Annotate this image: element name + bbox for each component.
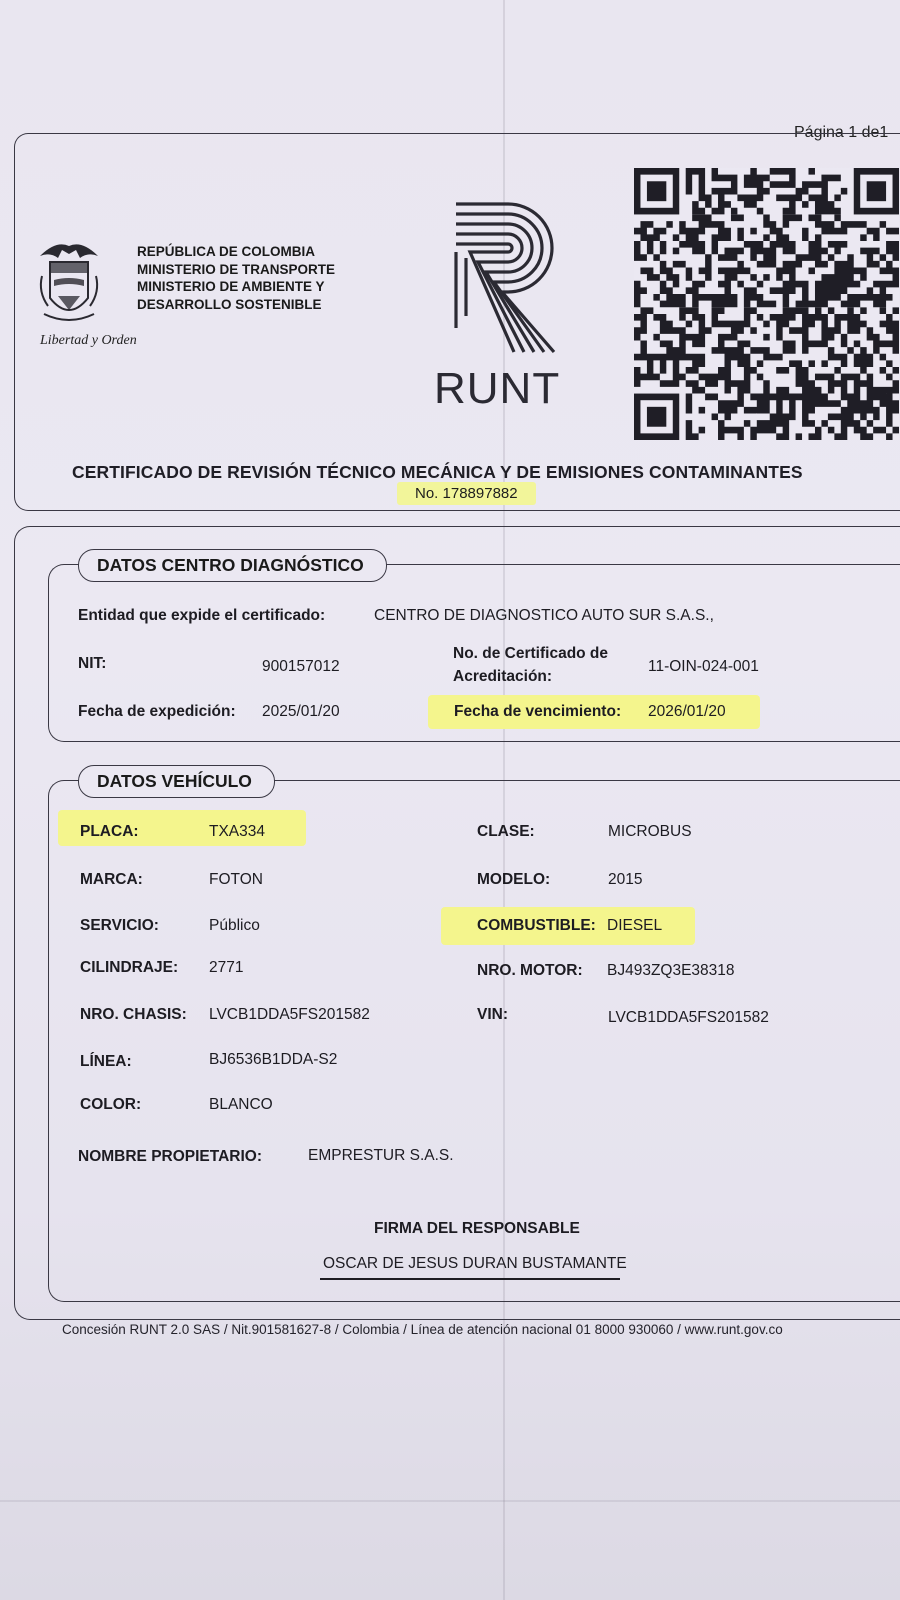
vehiculo-section-title: DATOS VEHÍCULO (78, 765, 275, 798)
paper-fold-horizontal (0, 1500, 900, 1502)
placa-label: PLACA: (80, 823, 139, 840)
gov-line-4: DESARROLLO SOSTENIBLE (137, 296, 322, 312)
motor-value: BJ493ZQ3E38318 (607, 962, 735, 979)
responsable-name: OSCAR DE JESUS DURAN BUSTAMANTE (323, 1255, 627, 1272)
chasis-value: LVCB1DDA5FS201582 (209, 1006, 370, 1023)
propietario-label: NOMBRE PROPIETARIO: (78, 1148, 262, 1165)
entidad-value: CENTRO DE DIAGNOSTICO AUTO SUR S.A.S., (374, 607, 714, 624)
propietario-value: EMPRESTUR S.A.S. (308, 1147, 454, 1164)
expedicion-value: 2025/01/20 (262, 703, 340, 720)
acreditacion-value: 11-OIN-024-001 (648, 658, 759, 675)
modelo-value: 2015 (608, 871, 643, 888)
nit-value: 900157012 (262, 658, 340, 675)
vin-label: VIN: (477, 1006, 508, 1023)
gov-line-3: MINISTERIO DE AMBIENTE Y (137, 279, 325, 294)
certificate-title: CERTIFICADO DE REVISIÓN TÉCNICO MECÁNICA Y DE EMISIONES CONTAMINANTES (72, 462, 803, 482)
combustible-label: COMBUSTIBLE: (477, 917, 596, 934)
acreditacion-label (453, 642, 608, 688)
servicio-value: Público (209, 917, 260, 934)
acreditacion-label-line-1: No. de Certificado de (453, 645, 609, 662)
servicio-label: SERVICIO: (80, 917, 159, 934)
nit-label: NIT: (78, 655, 107, 672)
cilindraje-label: CILINDRAJE: (80, 959, 179, 976)
color-label: COLOR: (80, 1096, 142, 1113)
combustible-value: DIESEL (607, 917, 663, 934)
linea-label: LÍNEA: (80, 1053, 132, 1070)
placa-value: TXA334 (209, 823, 266, 840)
cilindraje-value: 2771 (209, 959, 244, 976)
color-value: BLANCO (209, 1096, 273, 1113)
motor-label: NRO. MOTOR: (477, 962, 583, 979)
gov-line-1: REPÚBLICA DE COLOMBIA (137, 244, 315, 259)
vin-value: LVCB1DDA5FS201582 (608, 1009, 769, 1026)
qr-code-icon[interactable] (634, 168, 899, 440)
expedicion-label: Fecha de expedición: (78, 703, 236, 720)
marca-label: MARCA: (80, 871, 143, 888)
marca-value: FOTON (209, 871, 263, 888)
linea-value: BJ6536B1DDA-S2 (209, 1051, 338, 1068)
acreditacion-label-line-2: Acreditación: (453, 668, 553, 685)
runt-wordmark: RUNT (434, 364, 561, 413)
gov-line-2: MINISTERIO DE TRANSPORTE (137, 261, 336, 277)
centro-section-title: DATOS CENTRO DIAGNÓSTICO (78, 549, 387, 582)
vencimiento-value: 2026/01/20 (648, 703, 726, 720)
signature-line (320, 1278, 620, 1280)
modelo-label: MODELO: (477, 871, 551, 888)
entidad-label: Entidad que expide el certificado: (78, 607, 326, 624)
clase-label: CLASE: (477, 823, 535, 840)
footer-text: Concesión RUNT 2.0 SAS / Nit.901581627-8 / Colombia / Línea de atención nacional 01 8000 930060 / www.runt.gov.co (62, 1322, 783, 1337)
chasis-label: NRO. CHASIS: (80, 1006, 187, 1023)
page-number: Página 1 de1 (794, 124, 889, 141)
firma-label: FIRMA DEL RESPONSABLE (374, 1220, 580, 1237)
colombia-coat-of-arms-icon (36, 236, 102, 328)
government-entities (137, 243, 335, 313)
escudo-motto: Libertad y Orden (40, 333, 137, 348)
runt-r-logo-icon (450, 198, 562, 358)
clase-value: MICROBUS (608, 823, 692, 840)
certificate-number: No. 178897882 (397, 482, 536, 505)
vencimiento-label: Fecha de vencimiento: (454, 703, 622, 720)
